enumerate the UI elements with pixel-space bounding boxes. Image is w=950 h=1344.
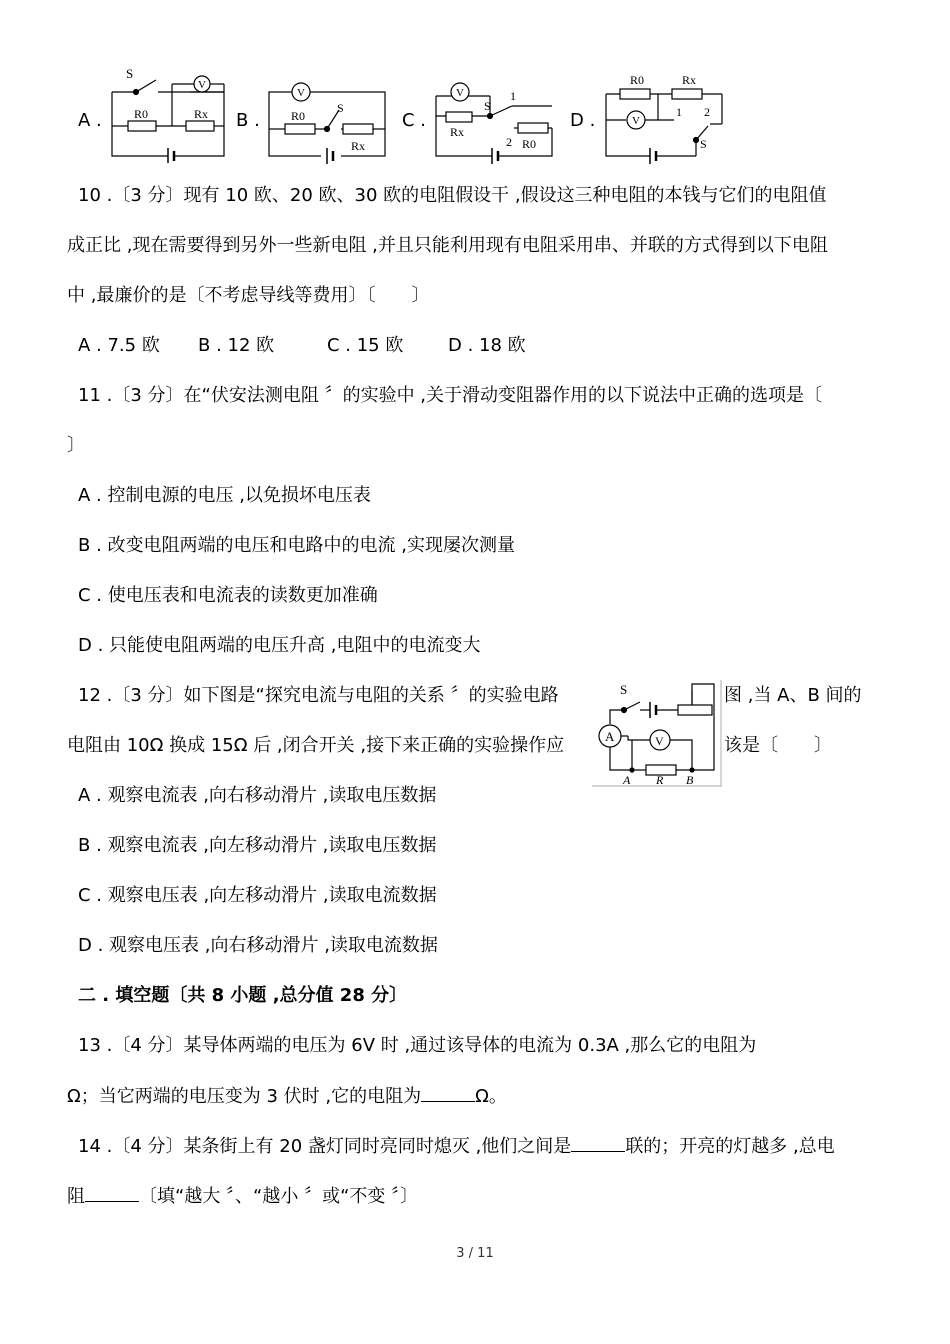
q11-option-d: D . 只能使电阻两端的电压升高 ,电阻中的电流变大 [78,635,481,656]
circuit-d-s-label: S [700,137,707,151]
q12-option-c: C . 观察电压表 ,向左移动滑片 ,读取电流数据 [78,885,437,906]
circuit-diagram-c [432,72,557,164]
circuit-a-v-label: V [198,79,206,91]
circuit-d-rx-label: Rx [682,73,697,87]
circuit-a-r0-label: R0 [134,107,149,121]
q14-answer-blank-2[interactable] [85,1185,139,1202]
q9-option-d-label: D . [570,110,596,131]
q13-line-1: 13 .〔4 分〕某导体两端的电压为 6V 时 ,通过该导体的电流为 0.3A ,那么它的电阻为 [78,1035,757,1056]
q13-answer-blank[interactable] [421,1085,475,1102]
q10-line-2: 成正比 ,现在需要得到另外一些新电阻 ,并且只能利用现有电阻采用串、并联的方式得到以下电阻 [67,235,828,256]
q12-circuit-ammeter-label: A [605,729,615,744]
circuit-c-r0-label: R0 [522,137,537,151]
q11-option-b: B . 改变电阻两端的电压和电路中的电流 ,实现屡次测量 [78,535,515,556]
circuit-diagram-d [602,68,727,164]
q10-option-a: A . 7.5 欧 [78,335,160,356]
q14-line-1 [78,1135,835,1158]
q12-line-1-right: 图 ,当 A、B 间的 [724,685,862,706]
q12-circuit-diagram [592,680,722,788]
circuit-d-two-label: 2 [704,105,710,119]
q12-option-d: D . 观察电压表 ,向右移动滑片 ,读取电流数据 [78,935,438,956]
q12-circuit-point-a-label: A [623,773,631,787]
page-number: 3 / 11 [456,1246,494,1261]
circuit-diagram-a [106,68,231,163]
q12-option-b: B . 观察电流表 ,向左移动滑片 ,读取电压数据 [78,835,437,856]
circuit-c-one-label: 1 [510,89,516,103]
circuit-b-s-label: S [337,101,344,115]
q9-option-b-label: B . [236,110,260,131]
q9-option-a-label: A . [78,110,102,131]
circuit-d-r0-label: R0 [630,73,645,87]
q10-line-1: 10 .〔3 分〕现有 10 欧、20 欧、30 欧的电阻假设干 ,假设这三种电阻的本钱与它们的电阻值 [78,185,827,206]
q13-line-2-text-a: Ω；当它两端的电压变为 3 伏时 ,它的电阻为 [67,1086,422,1107]
q14-line-1-text-b: 联的；开亮的灯越多 ,总电 [625,1136,835,1157]
q11-option-a: A . 控制电源的电压 ,以免损坏电压表 [78,485,371,506]
q12-circuit-s-label: S [620,682,628,697]
q12-circuit-voltmeter-label: V [655,734,664,748]
q14-line-2 [67,1185,418,1208]
circuit-b-v-label: V [297,87,305,99]
q13-line-2-text-b: Ω。 [475,1086,507,1107]
q14-line-2-text-b: 〔填“越大 〞、“越小 〞或“不变 〞〕 [139,1186,419,1207]
q14-answer-blank-1[interactable] [571,1135,625,1152]
q9-option-c-label: C . [402,110,427,131]
q10-option-d: D . 18 欧 [448,335,526,356]
q11-line-1: 11 .〔3 分〕在“伏安法测电阻 〞的实验中 ,关于滑动变阻器作用的以下说法中正确的选项是〔 [78,385,823,406]
circuit-d-one-label: 1 [676,105,682,119]
q12-option-a: A . 观察电流表 ,向右移动滑片 ,读取电压数据 [78,785,437,806]
circuit-c-v-label: V [456,87,464,99]
circuit-b-rx-label: Rx [351,139,366,153]
q11-line-2: 〕 [67,435,85,456]
q11-option-c: C . 使电压表和电流表的读数更加准确 [78,585,378,606]
q10-line-3: 中 ,最廉价的是〔不考虑导线等费用〕〔 〕 [67,285,430,306]
q10-option-b: B . 12 欧 [198,335,275,356]
q12-line-2-left: 电阻由 10Ω 换成 15Ω 后 ,闭合开关 ,接下来正确的实验操作应 [67,735,565,756]
circuit-d-v-label: V [632,115,640,127]
circuit-b-r0-label: R0 [291,109,306,123]
q14-line-1-text-a: 14 .〔4 分〕某条街上有 20 盏灯同时亮同时熄灭 ,他们之间是 [78,1136,572,1157]
circuit-c-rx-label: Rx [450,125,465,139]
q12-circuit-point-b-label: B [686,773,694,787]
q14-line-2-text-a: 阻 [67,1186,85,1207]
q12-circuit-r-label: R [656,773,664,787]
q12-line-2-right: 该是〔 〕 [724,735,832,756]
circuit-diagram-b [265,72,390,164]
q10-option-c: C . 15 欧 [327,335,404,356]
section-2-title: 二 . 填空题〔共 8 小题 ,总分值 28 分〕 [78,985,408,1006]
circuit-c-s-label: S [484,99,491,113]
q13-line-2 [67,1085,507,1108]
q12-line-1-left: 12 .〔3 分〕如下图是“探究电流与电阻的关系 〞的实验电路 [78,685,559,706]
circuit-a-s-label: S [126,68,134,81]
circuit-a-rx-label: Rx [194,107,209,121]
circuit-c-two-label: 2 [506,135,512,149]
